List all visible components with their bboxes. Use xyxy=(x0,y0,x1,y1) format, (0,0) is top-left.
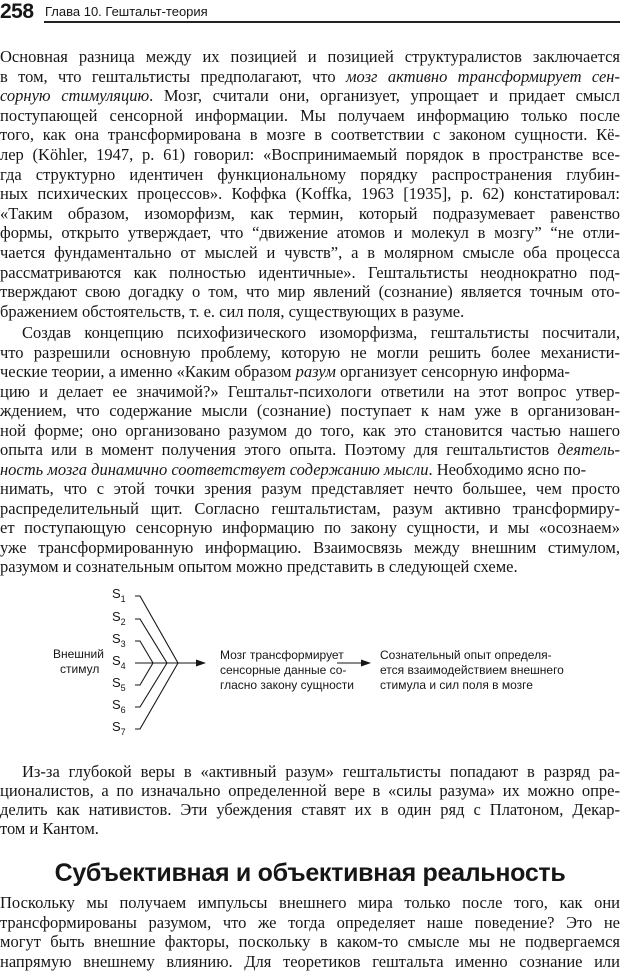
text-segment: Основная разница между их позицией и позицией структуралистов заключается xyxy=(0,47,620,66)
page-number: 258 xyxy=(0,0,34,23)
text-line xyxy=(0,401,620,421)
text-segment: тверждают свою догадку о том, что мир явлений (сознание) является точным ото- xyxy=(0,282,620,302)
text-line xyxy=(22,762,620,782)
section-heading: Субъективная и объективная реальность xyxy=(54,859,566,887)
connector-s1 xyxy=(135,596,178,663)
text-line xyxy=(0,343,620,363)
text-segment: опыта или в момент получения этого опыта. Поэтому для гештальтистов xyxy=(0,440,558,459)
text-line xyxy=(0,47,620,67)
text-line xyxy=(0,499,620,519)
text-segment: гда структурно идентичен функциональному порядку распространения глубин- xyxy=(0,164,620,184)
text-line xyxy=(0,204,620,224)
italic-text: ность мозга динамично соответствует содержанию мысли xyxy=(0,459,429,479)
text-segment: разумом и сознательным опытом можно представить в следующей схеме. xyxy=(0,557,518,576)
text-line xyxy=(0,952,620,972)
text-line xyxy=(0,302,620,322)
text-line xyxy=(0,125,620,145)
text-segment: трансформированы разумом, что же тогда определяет наше поведение? Это не xyxy=(0,912,620,932)
text-segment: того, как она трансформирована в мозге в соответствии с законом сущности. Кё- xyxy=(0,125,620,145)
text-line xyxy=(0,440,620,460)
text-line xyxy=(0,538,620,558)
arrow-right-icon xyxy=(196,660,206,667)
italic-text: сорную стимуляцию xyxy=(0,86,150,106)
text-line xyxy=(0,223,620,243)
text-line xyxy=(0,184,620,204)
arrow-right-icon xyxy=(361,660,371,667)
stimulus-s7: $S_7$ xyxy=(112,719,126,737)
text-segment: Из-за глубокой веры в «активный разум» гештальтисты попадают в разряд ра- xyxy=(22,762,620,781)
text-segment: нимать, что с этой точки зрения разум представляет нечто большее, чем просто xyxy=(0,479,620,498)
italic-text: деятель- xyxy=(557,440,620,459)
experience-box-line: стимула и сил поля в мозге xyxy=(380,678,533,692)
text-line xyxy=(0,106,620,126)
text-segment: организует сенсорную информа- xyxy=(335,362,570,381)
brain-box-line: гласно закону сущности xyxy=(220,678,354,692)
text-segment: ет поступающую сенсорную информацию по закону сущности, и мы «осознаем» xyxy=(0,518,620,537)
connector-s3 xyxy=(135,641,153,663)
conscious-experience-box xyxy=(380,648,564,692)
text-segment: лер (Köhler, 1947, p. 61) говорил: «Воспринимаемый порядок в пространстве все- xyxy=(0,145,620,164)
text-line xyxy=(0,913,620,933)
text-line xyxy=(0,382,620,402)
text-line xyxy=(0,243,620,263)
text-line xyxy=(0,518,620,538)
text-segment: распределительный щит. Согласно гештальтистам, разум активно трансформиру- xyxy=(0,498,620,518)
text-segment: ционалистов, а по изначально определенной вере в «силы разума» их можно опре- xyxy=(0,781,620,800)
text-line xyxy=(0,165,620,185)
stimulus-s3: $S_3$ xyxy=(112,631,126,649)
text-segment: ждением, что содержание мысли (сознание) поступает к нам уже в организован- xyxy=(0,401,620,420)
text-line xyxy=(0,932,620,952)
text-segment: бражением обстоятельств, т. е. сил поля, существующих в разуме. xyxy=(0,301,465,321)
text-segment: «Таким образом, изоморфизм, как термин, который подразумевает равенство xyxy=(0,203,620,223)
text-line xyxy=(0,67,620,87)
text-segment: том и Кантом. xyxy=(0,819,99,838)
stimulus-label: стимул xyxy=(60,662,100,676)
text-segment: в том, что гештальтисты предполагают, что xyxy=(0,66,347,86)
brain-box-line: сенсорные данные со- xyxy=(220,663,347,677)
stimulus-label: Внешний xyxy=(53,647,104,661)
text-line xyxy=(0,362,620,382)
stimulus-s4: $S_4$ xyxy=(112,653,126,671)
connector-s5 xyxy=(135,663,153,685)
stimulus-diagram xyxy=(0,580,620,740)
connector-s7 xyxy=(135,663,178,729)
running-head-chapter-title: Глава 10. Гештальт-теория xyxy=(45,4,208,19)
text-segment: напрямую внешнему влиянию. Для теоретиков гештальта именно сознание или xyxy=(0,951,620,971)
text-segment: уже трансформированную информацию. Взаимосвязь между внешним стимулом, xyxy=(0,537,620,557)
text-line xyxy=(0,460,620,480)
text-line xyxy=(0,557,620,577)
stimulus-s6: $S_6$ xyxy=(112,697,126,715)
text-segment: . Необходимо ясно по- xyxy=(428,459,587,479)
header-rule xyxy=(44,21,620,23)
text-segment: ной форме; оно организовано разумом до того, как это становится частью нашего xyxy=(0,420,620,440)
text-segment: могут быть внешние факторы, поскольку в каком-то смысле мы не подвергаемся xyxy=(0,932,620,951)
text-segment: ных психических процессов». Коффка (Koffka, 1963 [1935], p. 62) констатировал: xyxy=(0,184,620,204)
text-line xyxy=(0,800,620,820)
text-line xyxy=(0,86,620,106)
brain-transform-box xyxy=(220,648,354,692)
text-line xyxy=(0,893,620,913)
text-line xyxy=(0,282,620,302)
text-segment: что разрешили основную проблему, которую не могли решить более механисти- xyxy=(0,342,620,362)
text-segment: формы, открыто утверждает, что “движение атомов и молекул в мозгу” “не отли- xyxy=(0,223,620,243)
text-segment: ческие теории, а именно «Каким образом xyxy=(0,362,296,381)
italic-text: разум xyxy=(295,362,336,381)
text-segment: чается фундаментально от мыслей и чувств”, а в молярном смысле оба процесса xyxy=(0,243,620,262)
text-segment: Создав концепцию психофизического изоморфизма, гештальтисты посчитали, xyxy=(22,323,620,342)
text-segment: делить как нативистов. Эти убеждения ставят их в один ряд с Платоном, Декар- xyxy=(0,800,620,819)
text-line xyxy=(0,479,620,499)
text-line xyxy=(0,421,620,441)
text-segment: . Мозг, считали они, организует, упрощает и придает смысл xyxy=(149,86,620,106)
brain-box-line: Мозг трансформирует xyxy=(220,648,344,662)
experience-box-line: ется взаимодействием внешнего xyxy=(380,663,564,677)
text-segment: цию и делает ее значимой?» Гештальт-психологи ответили на этот вопрос утвер- xyxy=(0,381,620,401)
text-line xyxy=(0,781,620,801)
text-segment: поступающей сенсорной информации. Мы получаем информацию только после xyxy=(0,105,620,125)
text-line xyxy=(0,145,620,165)
text-line xyxy=(22,323,620,343)
stimulus-s5: $S_5$ xyxy=(112,675,126,693)
text-segment: Поскольку мы получаем импульсы внешнего мира только после того, как они xyxy=(0,893,620,912)
text-segment: рассматриваются как полностью идентичные». Гештальтисты неоднократно под- xyxy=(0,262,620,282)
text-line xyxy=(0,263,620,283)
stimulus-s2: $S_2$ xyxy=(112,609,126,627)
text-line xyxy=(0,819,620,839)
stimulus-s1: $S_1$ xyxy=(112,586,126,604)
italic-text: мозг активно трансформирует сен- xyxy=(346,66,620,86)
experience-box-line: Сознательный опыт определя- xyxy=(380,648,552,662)
